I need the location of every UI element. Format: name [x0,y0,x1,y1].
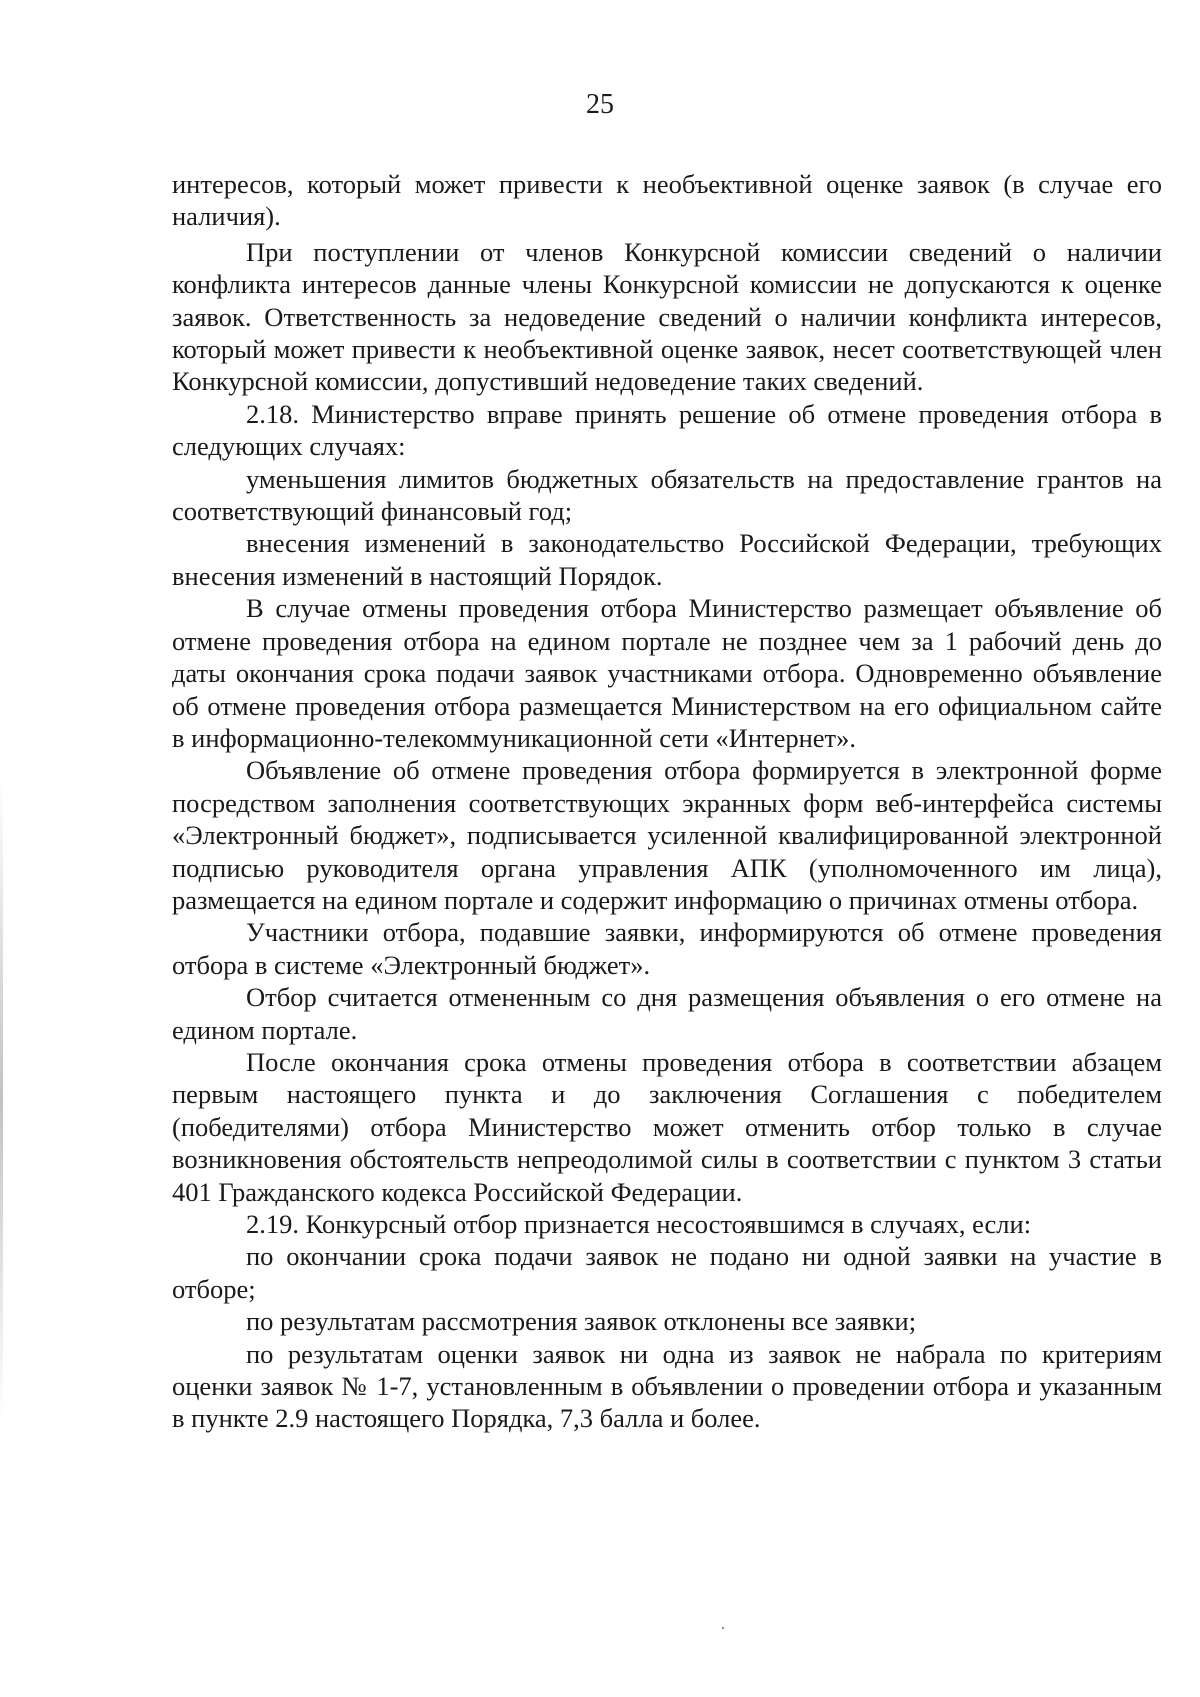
paragraph-clause-2-18: 2.18. Министерство вправе принять решение об отмене проведения отбора в следующих случаях: [172,398,1162,462]
paragraph: по результатам оценки заявок ни одна из заявок не набрала по критериям оценки заявок № 1-7, установленным в объявлении о проведении отбора и указанным в пункте 2.9 настоящего Порядка, 7,3 балла и более. [172,1338,1162,1434]
paragraph: Отбор считается отмененным со дня размещения объявления о его отмене на едином портале. [172,982,1162,1045]
paragraph: После окончания срока отмены проведения отбора в соответствии абзацем первым настоящего пункта и до заключения Соглашения с победителем (победителями) отбора Министерство может отменить отбор только в случае возникновения обстоятельств непреодолимой силы в соответствии с пунктом 3 статьи 401 Гражданского кодекса Российской Федерации. [172,1046,1162,1207]
paragraph: Участники отбора, подавшие заявки, информируются об отмене проведения отбора в системе «Электронный бюджет». [172,917,1162,980]
paragraph: по окончании срока подачи заявок не подано ни одной заявки на участие в отборе; [172,1241,1162,1304]
paragraph: уменьшения лимитов бюджетных обязательств на предоставление грантов на соответствующий финансовый год; [172,463,1162,527]
scan-edge-shadow [0,780,3,1420]
paragraph: В случае отмены проведения отбора Министерство размещает объявление об отмене проведения отбора на едином портале не позднее чем за 1 рабочий день до даты окончания срока подачи заявок участниками отбора. Одновременно объявление об отмене проведения отбора размещается Министерством на его официальном сайте в информационно-телекоммуникационной сети «Интернет». [172,593,1162,753]
document-body [172,168,1162,1435]
paragraph: внесения изменений в законодательство Российской Федерации, требующих внесения изменений в настоящий Порядок. [172,528,1162,591]
paragraph: Объявление об отмене проведения отбора формируется в электронной форме посредством заполнения соответствующих экранных форм веб-интерфейса системы «Электронный бюджет», подписывается усиленной квалифицированной электронной подписью руководителя органа управления АПК (уполномоченного им лица), размещается на едином портале и содержит информацию о причинах отмены отбора. [172,755,1162,915]
paragraph-continuation: интересов, который может привести к необъективной оценке заявок (в случае его наличия). [172,169,1162,232]
paragraph-clause-2-19: 2.19. Конкурсный отбор признается несостоявшимся в случаях, если: [246,1209,1032,1239]
paragraph: При поступлении от членов Конкурсной комиссии сведений о наличии конфликта интересов данные члены Конкурсной комиссии не допускаются к оценке заявок. Ответственность за недоведение сведений о наличии конфликта интересов, который может привести к необъективной оценке заявок, несет соответствующей член Конкурсной комиссии, допустивший недоведение таких сведений. [172,236,1162,397]
page-number: 25 [586,89,614,120]
paragraph: по результатам рассмотрения заявок отклонены все заявки; [246,1306,917,1337]
scan-speck [722,1627,724,1629]
